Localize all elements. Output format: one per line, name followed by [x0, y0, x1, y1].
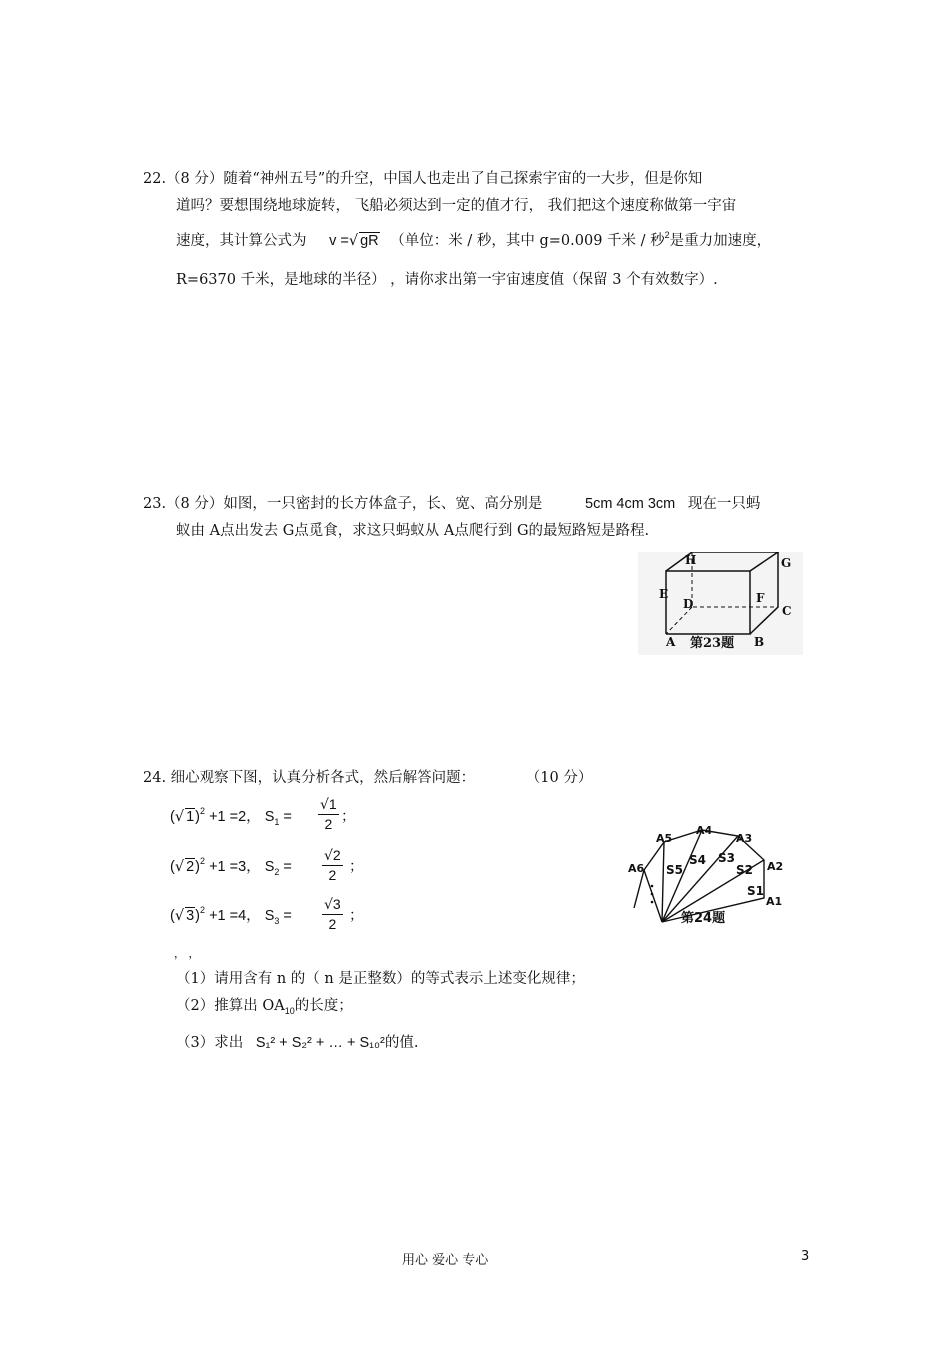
- sqrt-icon: √: [174, 908, 185, 924]
- q24-score: （10 分）: [525, 770, 593, 786]
- q22-line3: [176, 231, 771, 252]
- label-h: H: [685, 553, 697, 567]
- sqrt-icon: √: [324, 897, 333, 913]
- eq3-end: ；: [349, 908, 364, 924]
- ray-a3: [662, 836, 738, 922]
- eq1-numerator: 1: [328, 796, 337, 812]
- eq2-exponent: 2: [200, 856, 206, 866]
- label-a3: A3: [736, 832, 753, 845]
- label-s4: S4: [689, 853, 706, 867]
- eq1-s: S: [264, 809, 275, 825]
- figure-24-caption: 第24题: [681, 911, 726, 926]
- label-d: D: [683, 597, 694, 611]
- sqrt-icon: √: [320, 797, 329, 813]
- eq2-denominator: 2: [328, 867, 337, 883]
- eq3-exponent: 2: [200, 905, 206, 915]
- label-s1: S1: [747, 884, 764, 898]
- sqrt-icon: √: [174, 859, 185, 875]
- q23-line1b: 现在一只蚂: [687, 496, 761, 512]
- eq1-radicand: 1: [186, 809, 195, 825]
- label-a5: A5: [656, 832, 673, 845]
- label-a4: A4: [696, 824, 713, 837]
- figure-23-caption: 第23题: [690, 636, 735, 651]
- eq3-denominator: 2: [328, 916, 337, 932]
- q24-continuation: ， ，: [174, 947, 200, 960]
- label-s3: S3: [718, 851, 735, 865]
- q24-sub3a: （3）求出: [176, 1035, 244, 1051]
- label-a6: A6: [628, 862, 645, 875]
- eq3-fraction: [322, 895, 343, 933]
- formula-v: v =: [329, 233, 349, 249]
- label-f: F: [756, 591, 765, 605]
- label-s2: S2: [736, 863, 753, 877]
- ray-a6: [644, 870, 662, 922]
- q24-sub2-sub: 10: [284, 1006, 295, 1016]
- q24-eq1: (√ 1)$^2$ +1 =2， $S_1$ =: [170, 806, 292, 827]
- eq2-end: ；: [349, 859, 364, 875]
- eq2-s: S: [264, 859, 275, 875]
- q22-line3c: 是重力加速度，: [669, 233, 772, 249]
- eq2-sub: 2: [274, 867, 280, 877]
- eq2-rest: +1 =3，: [209, 859, 261, 875]
- q24-sub1: （1）请用含有 n 的（ n 是正整数）的等式表示上述变化规律；: [176, 971, 585, 987]
- eq1-exponent: 2: [200, 806, 206, 816]
- q22-line3b: （单位：米 / 秒，其中 g=0.009 千米 / 秒: [390, 233, 665, 249]
- box-figure: [638, 552, 803, 655]
- q24-intro: 24. 细心观察下图，认真分析各式，然后解答问题：: [143, 770, 476, 786]
- page-number: 3: [801, 1249, 810, 1264]
- q22-line3a: 速度，其计算公式为: [176, 233, 307, 249]
- eq1-rest: +1 =2，: [209, 809, 261, 825]
- eq1-denominator: 2: [324, 816, 333, 832]
- eq3-rest: +1 =4，: [209, 908, 261, 924]
- ray-a5: [662, 842, 664, 922]
- sqrt-icon: √: [174, 809, 185, 825]
- q23-line2: 蚁由 A点出发去 G点觅食，求这只蚂蚁从 A点爬行到 G的最短路短是路程.: [176, 523, 650, 539]
- q23-line1a: 23.（8 分）如图，一只密封的长方体盒子，长、宽、高分别是: [143, 496, 543, 512]
- q24-eq3: (√ 3)$^2$ +1 =4， $S_3$ =: [170, 905, 292, 926]
- label-s5: S5: [666, 863, 683, 877]
- q24-sub2b: 的长度；: [294, 998, 353, 1014]
- q24-sub3: [176, 1033, 418, 1053]
- eq2-radicand: 2: [186, 859, 195, 875]
- eq1-sub: 1: [274, 817, 280, 827]
- label-e: E: [659, 587, 669, 601]
- eq3-numerator: 3: [332, 896, 341, 912]
- q23-line1: [143, 494, 760, 514]
- sqrt-icon: √: [324, 848, 333, 864]
- eq3-radicand: 3: [186, 908, 195, 924]
- eq1-end: ；: [341, 809, 356, 825]
- q23-dims: 5cm 4cm 3cm: [585, 496, 676, 512]
- spiral-figure: [626, 822, 786, 932]
- q24-sub2a: （2）推算出 OA: [176, 998, 285, 1014]
- q24-sub2: [176, 996, 353, 1017]
- label-a1: A1: [766, 895, 783, 908]
- footer-motto: 用心 爱心 专心: [402, 1253, 489, 1268]
- eq3-sub: 3: [274, 916, 280, 926]
- q22-sup: 2: [664, 230, 670, 240]
- q24-sub3-formula: S₁² + S₂² + … + S₁₀²: [255, 1035, 385, 1051]
- label-g: G: [781, 556, 792, 570]
- eq2-numerator: 2: [332, 847, 341, 863]
- eq3-s: S: [264, 908, 275, 924]
- continuation-dots: [651, 885, 654, 904]
- q24-line1: [143, 768, 592, 788]
- q24-sub3b: 的值.: [384, 1035, 419, 1051]
- label-a2: A2: [767, 860, 784, 873]
- q22-line1: 22.（8 分）随着“神州五号”的升空，中国人也走出了自己探索宇宙的一大步，但是你知: [143, 171, 703, 187]
- sqrt-icon: √: [348, 233, 359, 249]
- eq2-fraction: [322, 846, 343, 884]
- q22-line2: 道吗？要想围绕地球旋转， 飞船必须达到一定的值才行， 我们把这个速度称做第一宇宙: [176, 198, 737, 214]
- label-a: A: [666, 635, 676, 649]
- label-b: B: [754, 635, 765, 649]
- ray-continuation: [634, 870, 644, 908]
- eq1-fraction: [318, 795, 339, 833]
- q24-eq2: (√ 2)$^2$ +1 =3， $S_2$ =: [170, 856, 292, 877]
- q22-line4: R=6370 千米，是地球的半径） ，请你求出第一宇宙速度值（保留 3 个有效数字）.: [176, 272, 718, 288]
- formula-radicand: gR: [360, 233, 379, 249]
- label-c: C: [782, 604, 792, 618]
